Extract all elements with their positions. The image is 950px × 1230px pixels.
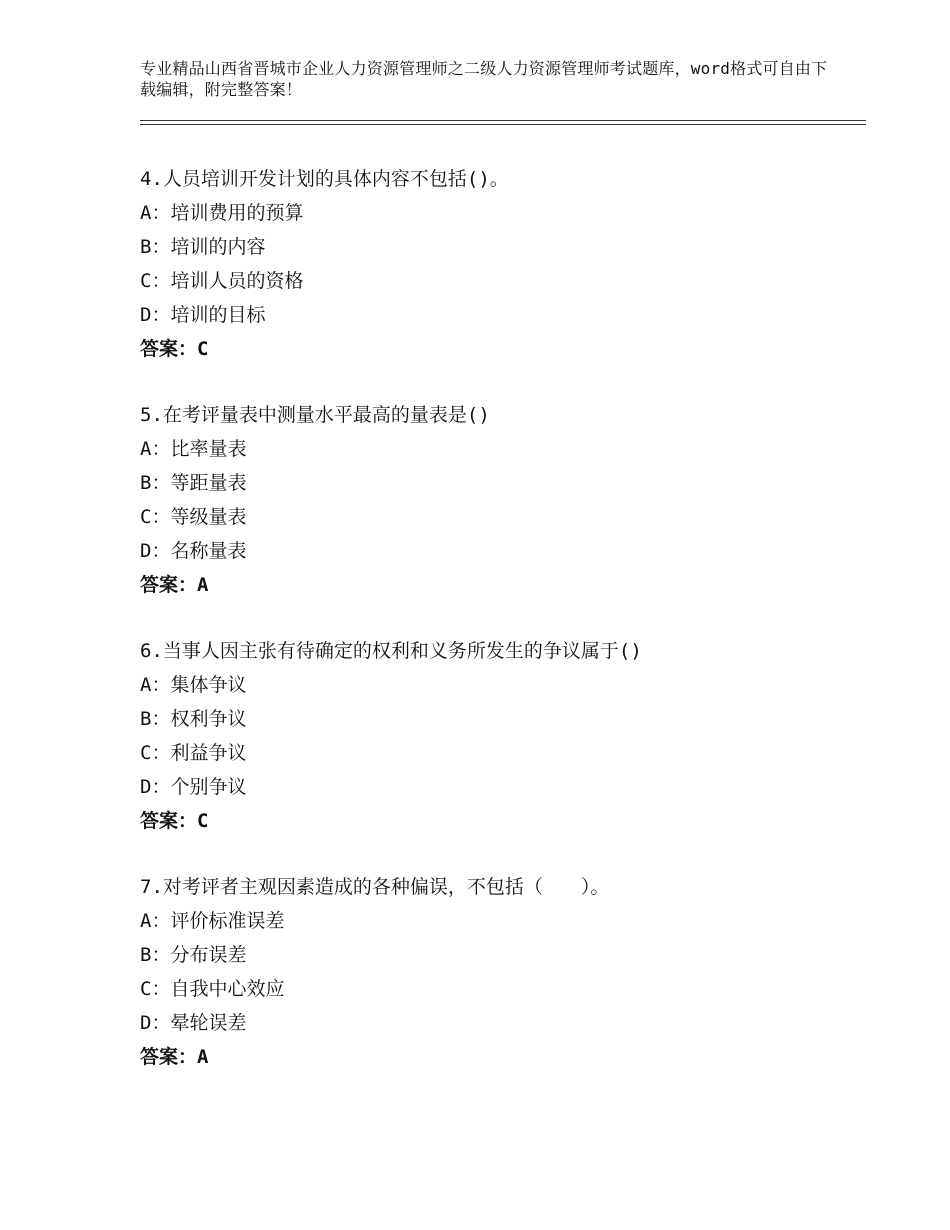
question-text: 6.当事人因主张有待确定的权利和义务所发生的争议属于() [140,640,642,662]
option-letter: C： [140,742,171,764]
header-title: 专业精品山西省晋城市企业人力资源管理师之二级人力资源管理师考试题库，word格式可自由下载编辑，附完整答案！ [140,59,828,99]
option-c [140,736,840,770]
option-letter: C： [140,270,171,292]
header-divider-top [140,120,866,121]
option-text: 等级量表 [170,506,247,528]
option-text: 比率量表 [170,438,247,460]
option-c [140,500,840,534]
option-letter: B： [140,944,171,966]
option-a [140,432,840,466]
option-b [140,702,840,736]
option-text: 等距量表 [170,472,247,494]
option-letter: A： [140,674,171,696]
option-letter: D： [140,776,171,798]
header-divider-bottom [140,124,866,125]
option-text: 培训的内容 [170,236,266,258]
answer-label: 答案：C [140,810,209,832]
option-letter: A： [140,438,171,460]
option-text: 培训费用的预算 [170,202,304,224]
option-letter: C： [140,978,171,1000]
answer-label: 答案：A [140,574,209,596]
option-letter: C： [140,506,171,528]
option-b [140,230,840,264]
option-letter: B： [140,236,171,258]
option-text: 个别争议 [170,776,247,798]
option-letter: B： [140,472,171,494]
option-text: 名称量表 [170,540,247,562]
option-d [140,770,840,804]
answer-label: 答案：C [140,338,209,360]
option-text: 评价标准误差 [170,910,285,932]
option-letter: D： [140,540,171,562]
option-text: 权利争议 [170,708,247,730]
option-d [140,1006,840,1040]
answer-label: 答案：A [140,1046,209,1068]
question-text: 7.对考评者主观因素造成的各种偏误，不包括（ ）。 [140,876,610,898]
question-text: 5.在考评量表中测量水平最高的量表是() [140,404,490,426]
option-letter: A： [140,910,171,932]
question-list [140,162,840,1106]
option-d [140,534,840,568]
option-c [140,264,840,298]
option-text: 利益争议 [170,742,247,764]
option-letter: D： [140,304,171,326]
option-text: 集体争议 [170,674,247,696]
option-text: 晕轮误差 [170,1012,247,1034]
option-c [140,972,840,1006]
question-text: 4.人员培训开发计划的具体内容不包括()。 [140,168,509,190]
option-letter: B： [140,708,171,730]
option-b [140,938,840,972]
option-text: 培训人员的资格 [170,270,304,292]
option-letter: D： [140,1012,171,1034]
question-4 [140,162,840,366]
option-a [140,668,840,702]
question-5 [140,398,840,602]
option-letter: A： [140,202,171,224]
option-text: 分布误差 [170,944,247,966]
option-a [140,196,840,230]
question-7 [140,870,840,1074]
option-text: 自我中心效应 [170,978,285,1000]
document-header [140,58,830,100]
option-a [140,904,840,938]
question-6 [140,634,840,838]
option-b [140,466,840,500]
option-text: 培训的目标 [170,304,266,326]
option-d [140,298,840,332]
